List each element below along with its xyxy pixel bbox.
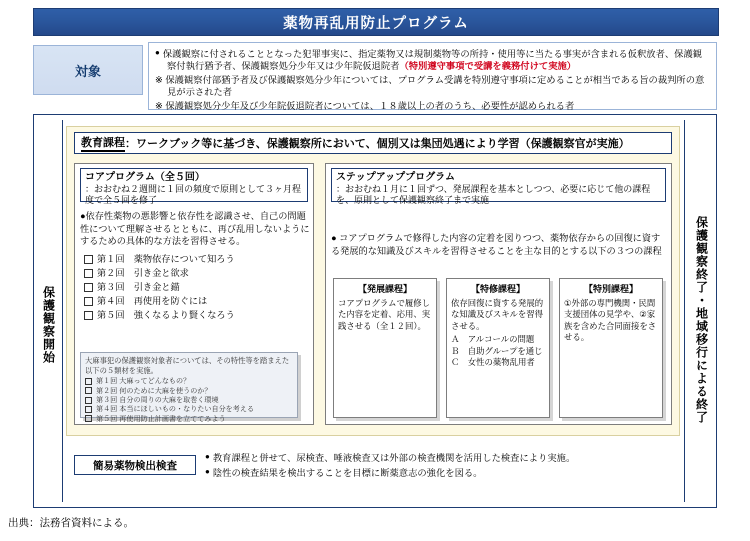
core-session-3: 第４回 再使用を防ぐには (97, 295, 208, 306)
side-label-left-text: 保護観察開始 (41, 286, 56, 364)
divider-right (684, 120, 685, 502)
stepup-program-subtitle: ：おおむね１月に１回ずつ、発展課程を基本としつつ、必要に応じて他の課程を、原則として保護観察終了まで実施 (336, 183, 651, 205)
bullet-icon: ● (155, 48, 160, 57)
memo-item-2: 第３回 自分の周りの大麻を取巻く環境 (96, 396, 219, 404)
checkbox-icon (85, 397, 92, 404)
list-item (85, 415, 293, 424)
list-item (85, 387, 293, 396)
list-item (85, 396, 293, 405)
core-program-lead: ●依存性薬物の悪影響と依存性を認識させ、自己の問題性について理解させるとともに、再び乱用しないようにするための具体的な方法を習得させる。 (80, 211, 310, 247)
bullet-icon: ● (205, 467, 210, 476)
list-item (205, 465, 675, 480)
list-item (155, 100, 710, 112)
list-item (84, 308, 310, 322)
list-item (85, 405, 293, 414)
education-header (74, 132, 672, 154)
list-item (84, 266, 310, 280)
drug-test-item-0: 教育課程と併せて、尿検査、唾液検査又は外部の検査機関を活用した検査により実施。 (212, 453, 576, 463)
target-item-2-text: 保護観察処分少年及び少年院仮退院者については、１８歳以上の者のうち、必要性が認められる者 (165, 100, 575, 111)
core-program-body (80, 210, 310, 322)
memo-item-3: 第４回 本当にほしいもの・なりたい自分を考える (96, 405, 255, 414)
list-item: Ｃ 女性の薬物乱用者 (451, 357, 535, 368)
target-item-1-text: 保護観察付部猶予者及び保護観察処分少年については、プログラム受講を特別遵守事項に定めることが相当である旨の裁判所の意見が示された者 (165, 74, 705, 98)
side-label-right (688, 190, 716, 450)
target-item-0-text: 保護観察に付されることとなった犯罪事実に、指定薬物又は規制薬物等の所持・使用等に当たる事実が含まれる仮釈放者、保護観察付執行猶予者、保護観察処分少年又は少年院仮退院者 (162, 49, 703, 72)
course-1-items (451, 334, 545, 368)
stepup-program-title-box (331, 168, 666, 205)
memo-item-4: 第５回 再使用防止計画書を立ててみよう (96, 414, 226, 423)
course-0-body: コアプログラムで履修した内容を定着、応用、実践させる（全１２回）。 (338, 298, 431, 331)
core-session-1: 第２回 引き金と欲求 (97, 267, 189, 278)
memo-item-0: 第１回 大麻ってどんなもの？ (96, 377, 191, 386)
list-item: Ａ アルコールの問題 (451, 334, 535, 345)
page-title: 薬物再乱用防止プログラム (33, 8, 719, 36)
list-item (155, 47, 710, 73)
course-1-name: 【特修課程】 (470, 284, 525, 294)
list-item (205, 450, 675, 465)
course-0-name: 【発展課程】 (357, 284, 412, 294)
divider-left (62, 120, 63, 502)
checkbox-icon (85, 406, 92, 413)
checkbox-icon (85, 387, 92, 394)
memo-title: 大麻事犯の保護観察対象者については、その特性等を踏まえた以下の５類材を実施。 (85, 356, 290, 375)
list-item: Ｂ 自助グループを通じ (451, 345, 543, 356)
course-card-development (333, 278, 437, 418)
course-2-name: 【特別課程】 (583, 284, 638, 294)
target-description-box (148, 42, 717, 110)
stepup-program-lead: ● コアプログラムで修得した内容の定着を図りつつ、薬物依存からの回復に資する発展的な知識及びスキルを習得させることを主な目的とする以下の３つの課程 (331, 233, 662, 256)
education-header-text: ：ワークブック等に基づき、保護観察所において、個別又は集団処遇により学習（保護観察官が実施） (125, 138, 630, 150)
course-1-body: 依存回復に資する発展的な知識及びスキルを習得させる。 (451, 298, 544, 331)
drug-test-label: 簡易薬物検出検査 (74, 455, 196, 475)
drug-test-item-1: 陰性の検査結果を検出することを目標に断薬意志の強化を図る。 (212, 468, 483, 478)
memo-item-1: 第２回 何のために大麻を使うのか？ (96, 386, 212, 395)
list-item (155, 74, 710, 99)
core-program-subtitle: ：おおむね２週間に１回の頻度で原則として３ヶ月程度で全５回を修了 (85, 183, 302, 205)
stepup-program-title: ステップアッププログラム (336, 172, 455, 183)
target-list (155, 47, 710, 112)
note-mark: ※ (155, 100, 166, 111)
checkbox-icon (85, 378, 92, 385)
memo-list (85, 377, 293, 424)
checkbox-icon (84, 311, 93, 320)
core-session-4: 第５回 強くなるより賢くなろう (97, 309, 235, 320)
target-label: 対象 (33, 45, 143, 95)
list-item (84, 280, 310, 294)
checkbox-icon (85, 415, 92, 422)
checkbox-icon (84, 283, 93, 292)
checkbox-icon (84, 297, 93, 306)
list-item (85, 377, 293, 386)
bullet-icon: ● (205, 452, 210, 461)
drug-test-body (205, 450, 675, 480)
list-item (84, 252, 310, 266)
course-card-special-training (446, 278, 550, 418)
core-session-0: 第１回 薬物依存について知ろう (97, 253, 235, 264)
core-program-title-box (80, 168, 308, 205)
drug-test-list (205, 450, 675, 480)
core-session-list (84, 252, 310, 322)
note-mark: ※ (155, 74, 166, 85)
core-program-title: コアプログラム（全５回） (85, 172, 205, 183)
checkbox-icon (84, 269, 93, 278)
target-red-note: （特別遵守事項で受講を義務付けて実施） (399, 61, 577, 72)
source-note: 出典：法務省資料による。 (8, 517, 134, 529)
side-label-left (36, 250, 62, 400)
education-header-label: 教育課程 (81, 134, 125, 152)
list-item (84, 294, 310, 308)
course-card-special (559, 278, 663, 418)
side-label-right-text: 保護観察終了・地域移行による終了 (694, 216, 709, 424)
checkbox-icon (84, 255, 93, 264)
cannabis-memo-note (80, 352, 298, 423)
course-2-body: ①外部の専門機関・民間支援団体の見学や、②家族を含めた合同面接をさせる。 (564, 298, 657, 343)
core-session-2: 第３回 引き金と錨 (97, 281, 180, 292)
